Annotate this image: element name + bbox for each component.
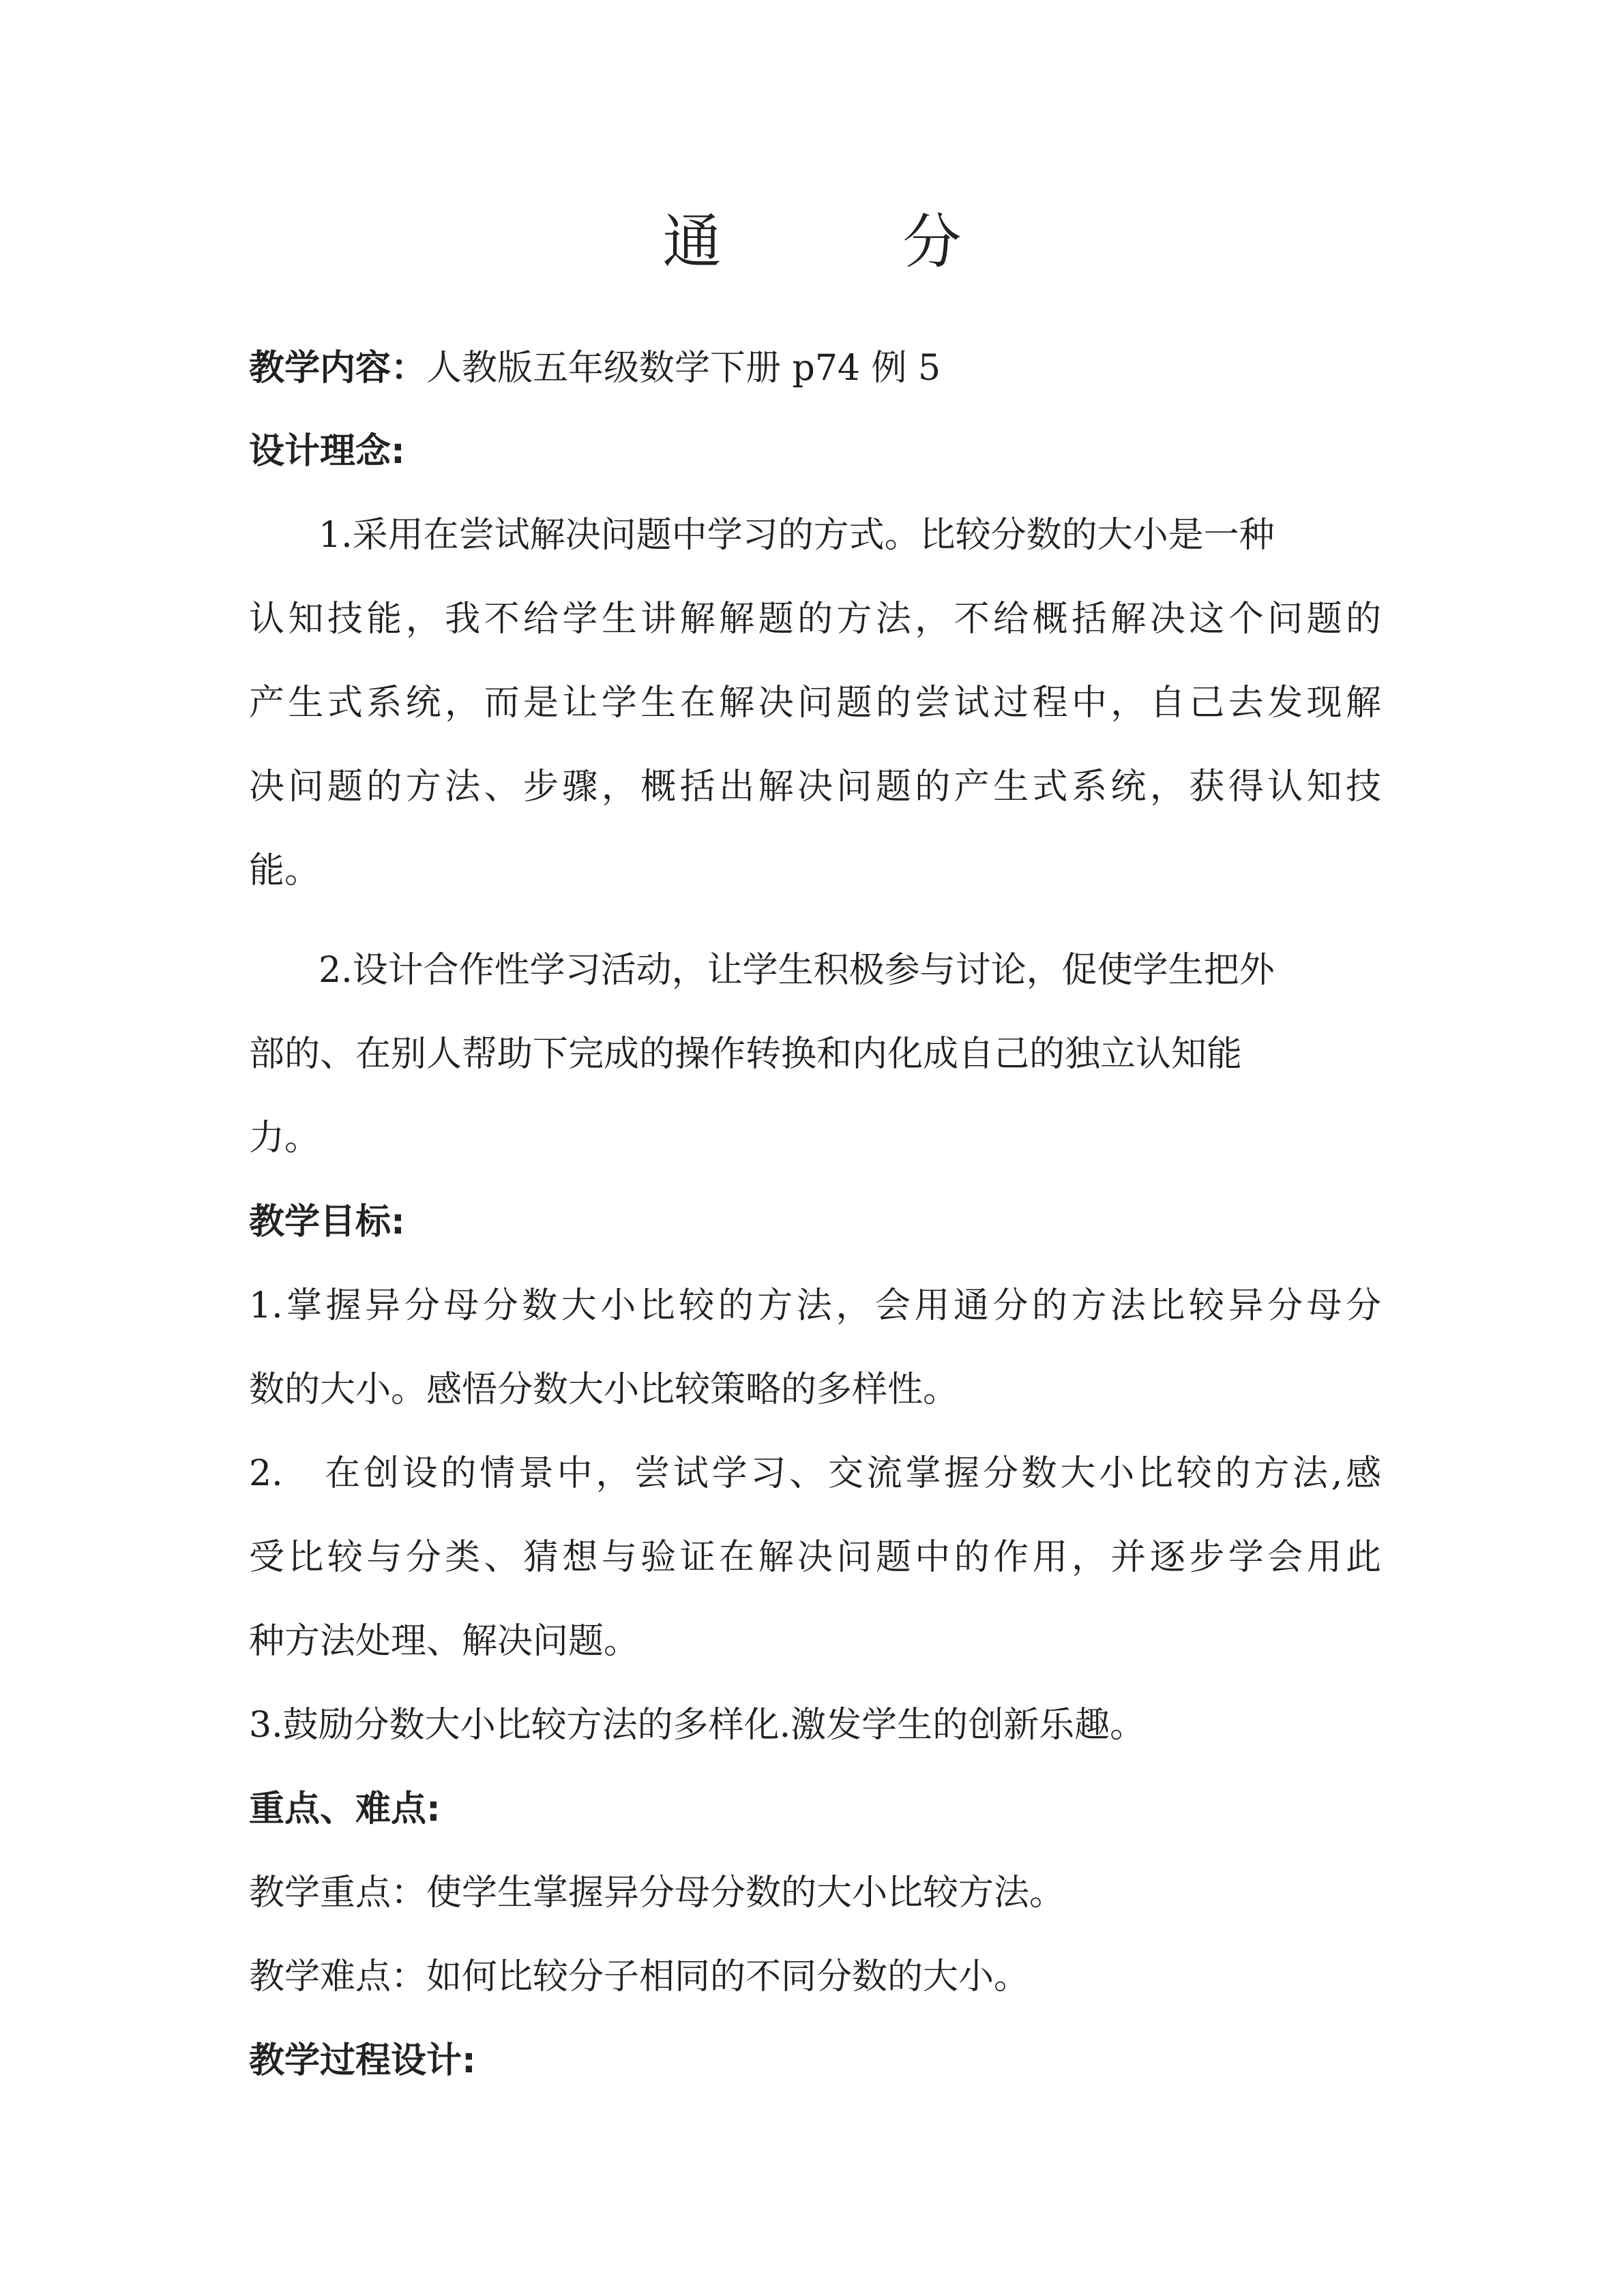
- process-heading: 教学过程设计:: [249, 2040, 476, 2081]
- design-line-8: 力。: [249, 1118, 321, 1159]
- goals-line-6: 3.鼓励分数大小比较方法的多样化.激发学生的创新乐趣。: [249, 1705, 1146, 1746]
- design-line-3: 产生式系统，而是让学生在解决问题的尝试过程中，自己去发现解: [249, 683, 1381, 724]
- goals-line-2: 数的大小。感悟分数大小比较策略的多样性。: [249, 1369, 959, 1410]
- difficulty-line: 教学难点：如何比较分子相同的不同分数的大小。: [249, 1956, 1030, 1997]
- design-line-4: 决问题的方法、步骤，概括出解决问题的产生式系统，获得认知技: [249, 766, 1381, 807]
- design-heading: 设计理念:: [249, 431, 405, 472]
- goals-heading: 教学目标:: [249, 1202, 405, 1242]
- goals-line-3: 2. 在创设的情景中，尝试学习、交流掌握分数大小比较的方法,感: [249, 1453, 1381, 1494]
- goals-line-4: 受比较与分类、猜想与验证在解决问题中的作用，并逐步学会用此: [249, 1537, 1381, 1578]
- page-title: 通 分: [662, 208, 1023, 276]
- content-label: 教学内容：: [249, 348, 427, 389]
- design-line-1: 1.采用在尝试解决问题中学习的方式。比较分数的大小是一种: [319, 515, 1275, 556]
- content-line: [249, 344, 1381, 392]
- goals-line-1: 1.掌握异分母分数大小比较的方法，会用通分的方法比较异分母分: [249, 1285, 1381, 1326]
- design-line-7: 部的、在别人帮助下完成的操作转换和内化成自己的独立认知能: [249, 1034, 1243, 1075]
- goals-line-5: 种方法处理、解决问题。: [249, 1621, 640, 1662]
- design-line-6: 2.设计合作性学习活动，让学生积极参与讨论，促使学生把外: [319, 950, 1275, 991]
- key-heading: 重点、难点:: [249, 1789, 441, 1830]
- key-point-line: 教学重点：使学生掌握异分母分数的大小比较方法。: [249, 1873, 1065, 1913]
- design-line-5: 能。: [249, 850, 321, 891]
- design-line-2: 认知技能，我不给学生讲解解题的方法，不给概括解决这个问题的: [249, 599, 1381, 640]
- content-value: 人教版五年级数学下册 p74 例 5: [426, 348, 941, 389]
